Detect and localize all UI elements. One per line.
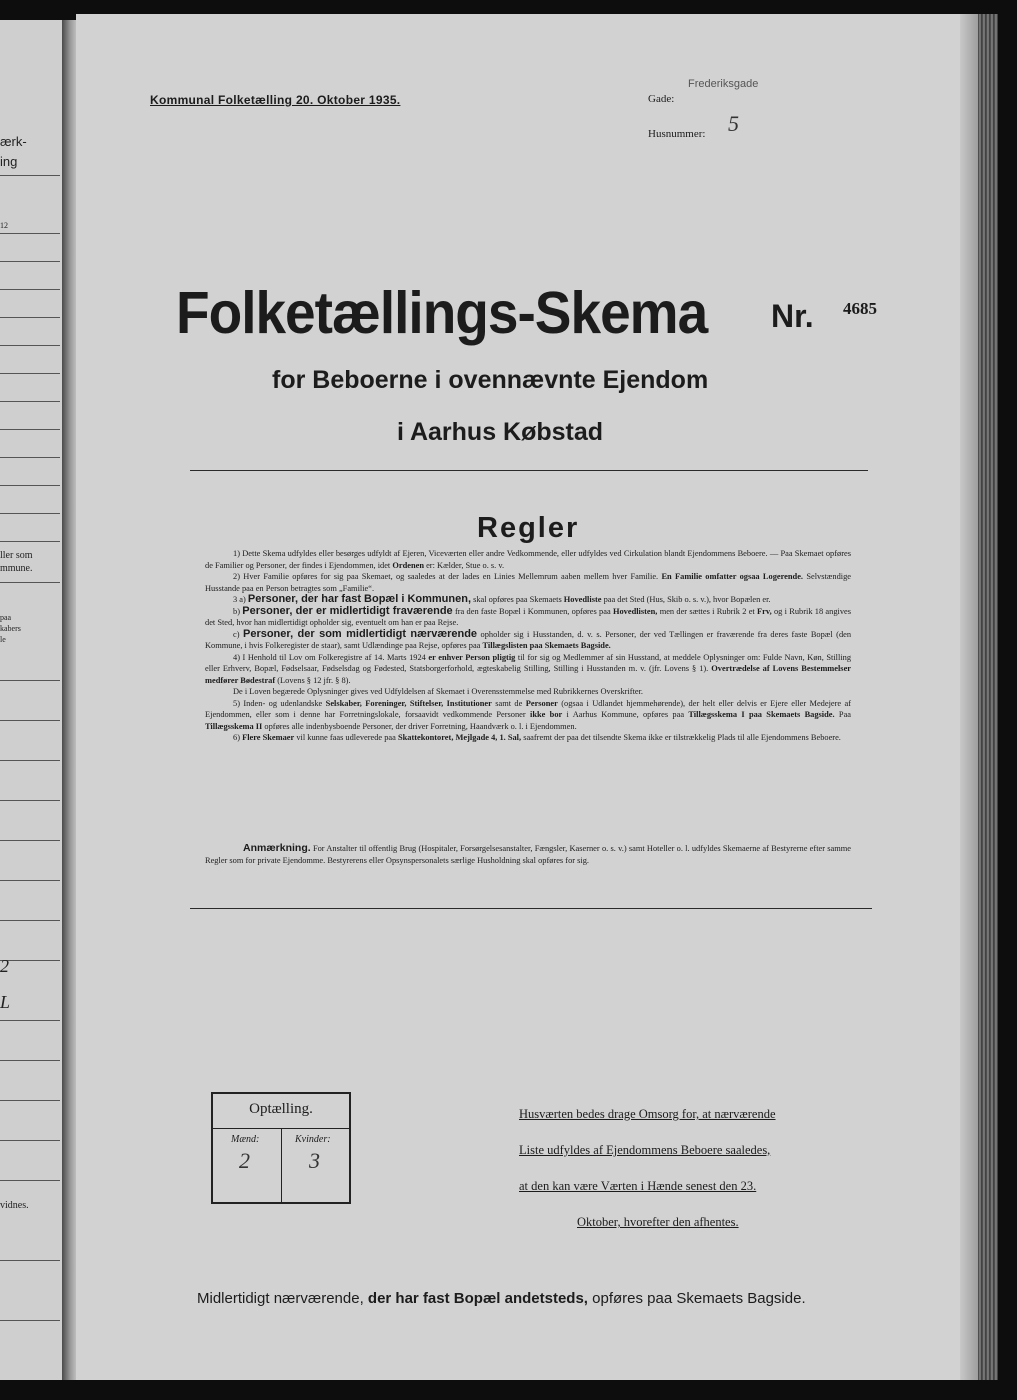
rule-6: 6) Flere Skemaer vil kunne faas udleverede paa Skattekontoret, Mejlgade 4, 1. Sal, saafremt der paa det tilsendte Skema ikke er tilstrækkelig Plads til alle Ejendommens Beboere. [233, 733, 841, 742]
anmaerkning-label: Anmærkning. [243, 842, 311, 854]
left-page-fragment: vidnes. [0, 1200, 29, 1211]
instruction-line: at den kan være Værten i Hænde senest den 23. [519, 1179, 757, 1193]
gade-label: Gade: [648, 93, 675, 105]
husnummer-label: Husnummer: [648, 128, 706, 140]
form-subtitle: for Beboerne i ovennævnte Ejendom [272, 366, 709, 394]
title-divider [190, 470, 868, 471]
book-gutter [62, 20, 76, 1380]
instruction-line: Husværten bedes drage Omsorg for, at nærværende [519, 1107, 776, 1121]
left-page-fragment: 12 [0, 221, 8, 230]
left-page-fragment: ller som [0, 550, 33, 561]
rule-2: 2) Hver Familie opføres for sig paa Skemaet, og saaledes at der lades en Linies Mellemrum aaben mellem hver Familie. En Familie omfatter ogsaa Logerende. Selvstændige Husstande paa en Person betragtes som „Familie“. [205, 572, 851, 593]
rule-3a: 3 a) Personer, der har fast Bopæl i Kommunen, skal opføres paa Skemaets Hovedliste paa det Sted (Hus, Skib o. s. v.), hvor Bopælen er. [233, 593, 771, 605]
left-page-fragment: paa [0, 613, 12, 622]
rules-text [205, 548, 851, 744]
left-page-fragment: ærk- [0, 134, 27, 149]
form-number: 4685 [843, 299, 877, 318]
anmaerkning-note [205, 843, 851, 866]
instruction-line: Liste udfyldes af Ejendommens Beboere saaledes, [519, 1143, 771, 1157]
optaelling-box [211, 1092, 351, 1204]
rules-divider [190, 908, 872, 909]
kvinder-label: Kvinder: [295, 1134, 331, 1145]
rule-1: 1) Dette Skema udfyldes eller besørges udfyldt af Ejeren, Viceværten eller andre Vedkommende, eller udfyldes ved Cirkulation blandt Ejendommens Beboere. — Paa Skemaet opføres de Familier og Personer, der findes i Ejendommen, idet Ordenen er: Kælder, Stue o. s. v. [205, 549, 851, 570]
form-title: Folketællings-Skema [176, 279, 708, 347]
form-subtitle-city: i Aarhus Købstad [397, 418, 604, 446]
left-page-edge [0, 20, 70, 1380]
left-page-fragment: le [0, 635, 6, 644]
footer-note: Midlertidigt nærværende, der har fast Bopæl andetsteds, opføres paa Skemaets Bagside. [197, 1290, 806, 1307]
rule-4: 4) I Henhold til Lov om Folkeregistre af 14. Marts 1924 er enhver Person pligtig til for sig og Medlemmer af sin Husstand, at meddele Oplysninger om: Fulde Navn, Køn, Stilling eller Erhverv, Bopæl, Fødselsaar, Fødselsdag og Fødested, Statsborgerforhold, ægteskabelig Stilling, Stilling i Husstanden m. v. (jfr. Lovens § 1). Overtrædelse af Lovens Bestemmelser medfører Bødestraf (Lovens § 12 jfr. § 8). [205, 652, 852, 685]
rule-4-note: De i Loven begærede Oplysninger gives ved Udfyldelsen af Skemaet i Overensstemmelse med Rubrikkernes Overskrifter. [233, 687, 644, 696]
left-page-mark: 2 [0, 956, 9, 976]
maend-label: Mænd: [231, 1134, 260, 1145]
left-page-fragment: ing [0, 154, 18, 169]
left-page-fragment: kabers [0, 624, 21, 633]
left-page-mark: L [0, 992, 11, 1012]
census-header: Kommunal Folketælling 20. Oktober 1935. [150, 93, 401, 107]
rule-3b: b) Personer, der er midlertidigt fraværende fra den faste Bopæl i Kommunen, opføres paa Hovedlisten, men der sættes i Rubrik 2 et Frv, og i Rubrik 18 angives det Sted, hvor han midlertidigt opholder sig, eventuelt om han er paa Rejse. [205, 604, 852, 627]
kvinder-count: 3 [309, 1148, 320, 1173]
rule-3c: c) Personer, der som midlertidigt nærværende opholder sig i Husstanden, d. v. s. Personer, der ved Tællingen er fraværende fra deres faste Bopæl (den Kommune, i hvis Folkeregister de staar), samt Udlændinge paa Rejse, opføres paa Tillægslisten paa Skemaets Bagside. [205, 627, 852, 650]
instruction-line: Oktober, hvorefter den afhentes. [577, 1215, 739, 1229]
form-nr-label: Nr. [771, 298, 814, 334]
landlord-instructions [519, 1096, 849, 1240]
page-shadow [960, 14, 978, 1380]
maend-count: 2 [239, 1148, 250, 1173]
rule-5: 5) Inden- og udenlandske Selskaber, Foreninger, Stiftelser, Institutioner samt de Personer (ogsaa i Udlandet hjemmehørende), der helt eller delvis er Ejere eller Medejere af Ejendommen, eller som i denne har Forretningslokale, forsaavidt vedkommende Personer ikke bor i Aarhus Kommune, opføres paa Tillægsskema I paa Skemaets Bagside. Paa Tillægsskema II opføres alle indenbysboende Personer, der driver Forretning, Haandværk o. l. i Ejendommen. [205, 698, 852, 731]
rules-heading: Regler [477, 512, 580, 544]
optaelling-title: Optælling. [249, 1101, 313, 1117]
gade-value: Frederiksgade [688, 78, 759, 90]
left-page-fragment: mmune. [0, 563, 33, 574]
husnummer-value: 5 [728, 111, 739, 136]
book-page-edges [978, 14, 998, 1380]
anmaerkning-text: For Anstalter til offentlig Brug (Hospitaler, Forsørgelsesanstalter, Fængsler, Kaserner o. s. v.) samt Hoteller o. l. udfyldes Skemaerne af Bestyrerne efter samme Regler som for private Ejendomme. Bestyrerens eller Opsynspersonalets særlige Husholdning skal opføres for sig. [205, 844, 851, 865]
